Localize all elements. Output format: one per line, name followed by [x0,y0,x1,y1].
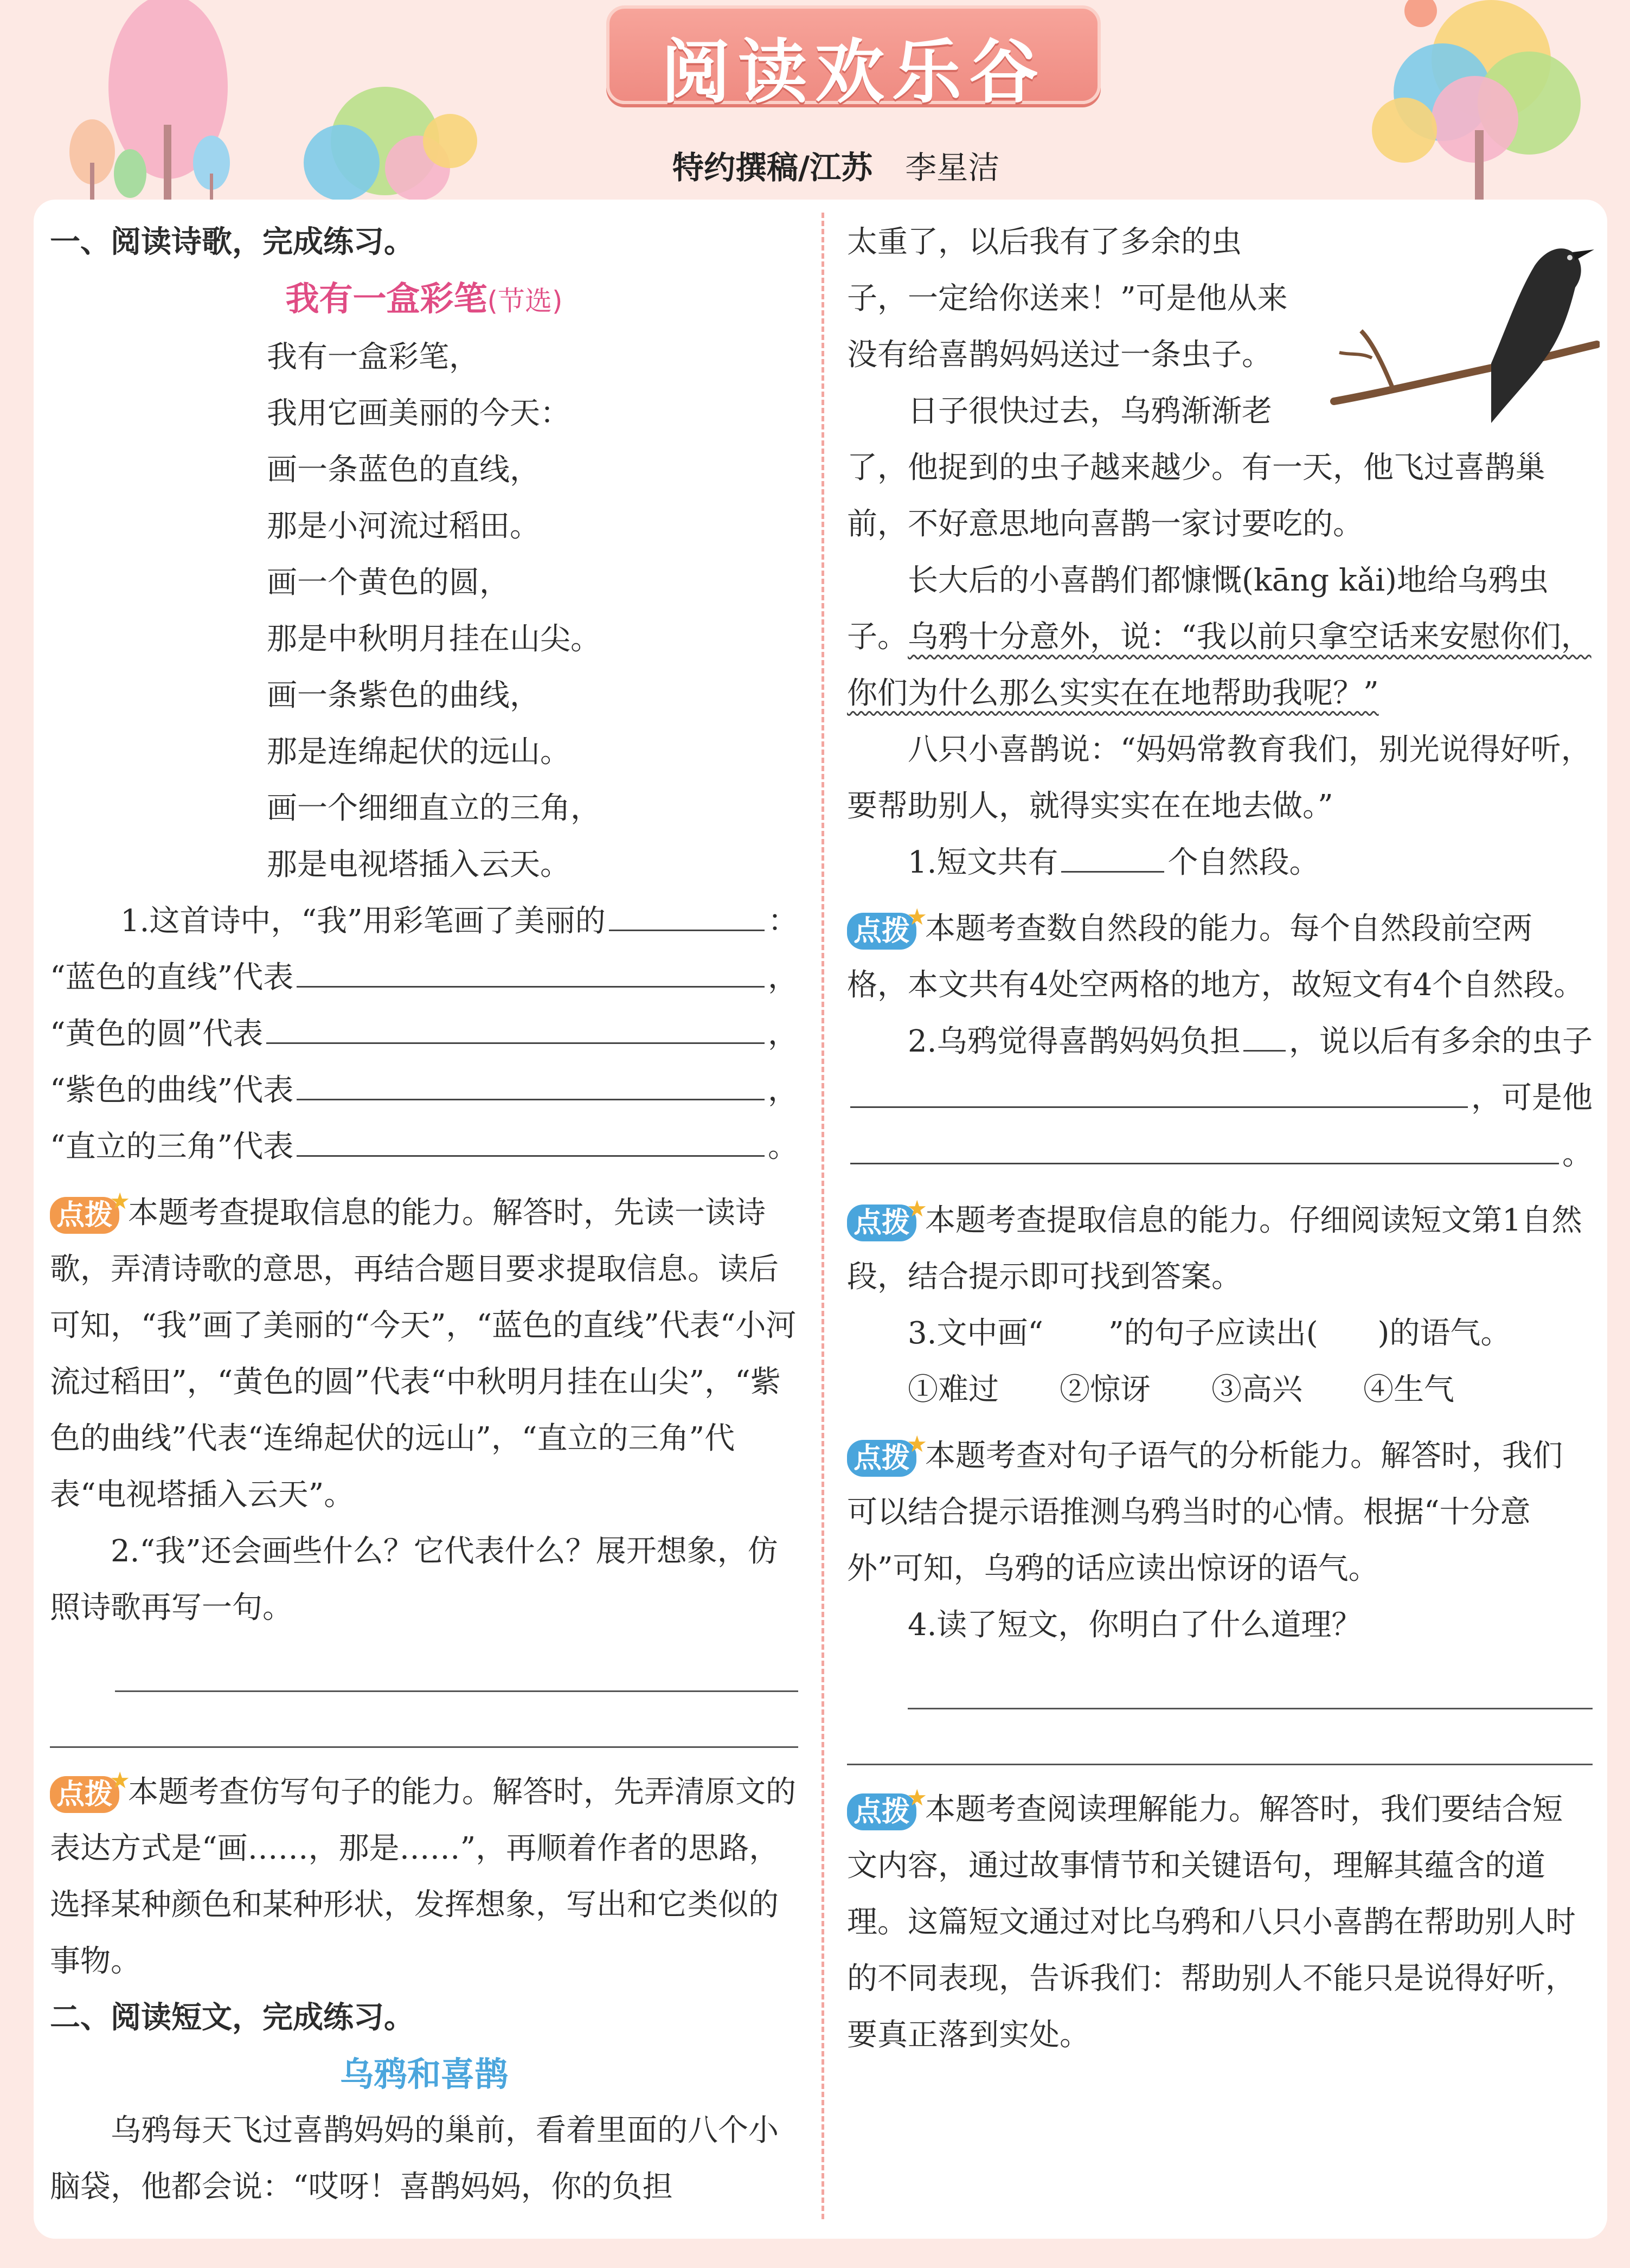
story-para2-start: 日子很快过去，乌鸦渐渐老 [908,394,1272,429]
poem-line: 那是小河流过稻田。 [267,509,540,544]
tip-text: 本题考查对句子语气的分析能力。解答时，我们可以结合提示语推测乌鸦当时的心情。根据“十分意外”可知，乌鸦的话应读出惊讶的语气。 [847,1438,1563,1586]
s2-q3-tip [847,1428,1593,1597]
answer-blank[interactable] [297,1066,765,1100]
poem-line: 画一个黄色的圆， [267,565,510,600]
row-label: “紫色的曲线”代表 [50,1073,294,1108]
answer-blank[interactable] [1061,838,1164,873]
star-icon: ★ [907,903,928,930]
option[interactable]: ①难过 [908,1372,999,1407]
answer-blank[interactable] [297,953,765,988]
answer-blank[interactable] [1243,1017,1286,1052]
poem-line: 画一条蓝色的直线， [267,452,540,488]
q-post: )的语气。 [1377,1316,1511,1351]
answer-line[interactable] [847,1731,1593,1765]
star-icon: ★ [907,1784,928,1811]
right-column [847,214,1593,2064]
poem-line: 那是中秋明月挂在山尖。 [267,622,601,657]
tip-badge [847,1784,928,1830]
poem-title-text: 我有一盒彩笔 [285,279,487,318]
poem-line: 我有一盒彩笔， [267,339,479,375]
tip-text: 本题考查仿写句子的能力。解答时，先弄清原文的表达方式是“画……，那是……”，再顺着作者的思路，选择某种颜色和某种形状，发挥想象，写出和它类似的事物。 [50,1774,797,1979]
q-pre: 3.文中画“ [908,1316,1044,1351]
answer-blank[interactable] [850,1130,1559,1164]
s2-q2-row3 [847,1126,1593,1183]
s1-q1-row [50,1119,798,1175]
column-divider [822,213,824,2219]
tip-text: 本题考查提取信息的能力。解答时，先读一读诗歌，弄清诗歌的意思，再结合题目要求提取信息。读后可知，“我”画了美丽的“今天”，“蓝色的直线”代表“小河流过稻田”，“黄色的圆”代表“中秋明月挂在山尖”，“紫色的曲线”代表“连绵起伏的远山”，“直立的三角”代表“电视塔插入云天”。 [50,1195,797,1513]
tip-badge [847,1430,928,1477]
q-post: 个自然段。 [1167,845,1320,880]
poem-line: 画一条紫色的曲线， [267,678,540,713]
option[interactable]: ④生气 [1363,1372,1454,1407]
row-end: ， [768,1073,798,1108]
tip-badge-label: 点拨 [853,1795,910,1828]
tip-badge-label: 点拨 [56,1199,113,1232]
q-end: 。 [1562,1137,1593,1172]
star-icon: ★ [110,1766,131,1793]
story-para4: 八只小喜鹊说：“妈妈常教育我们，别光说得好听，要帮助别人，就得实实在在地去做。” [847,732,1592,824]
left-column [50,214,798,2215]
story-para2: 了，他捉到的虫子越来越少。有一天，他飞过喜鹊巢前，不好意思地向喜鹊一家讨要吃的。 [847,450,1545,542]
tip-text: 本题考查阅读理解能力。解答时，我们要结合短文内容，通过故事情节和关键语句，理解其蕴含的道理。这篇短文通过对比乌鸦和八只小喜鹊在帮助别人时的不同表现，告诉我们：帮助别人不能只是说得好听，要真正落到实处。 [847,1792,1576,2053]
poem-line: 那是连绵起伏的远山。 [267,734,570,770]
tip-badge-label: 点拨 [853,1441,910,1475]
tip-text: 本题考查提取信息的能力。仔细阅读短文第1自然段，结合提示即可找到答案。 [847,1203,1582,1295]
story-title: 乌鸦和喜鹊 [339,2054,508,2094]
story-para1-cont: 没有给喜鹊妈妈送过一条虫子。 [847,337,1272,373]
tip-badge-label: 点拨 [853,1206,910,1239]
s2-q2-row2 [847,1070,1593,1126]
option[interactable]: ③高兴 [1211,1372,1302,1407]
s2-q3-options [847,1362,1593,1418]
answer-line[interactable] [115,1658,798,1692]
poem-line: 那是电视塔插入云天。 [267,847,570,882]
poem-title [50,271,798,329]
wavy-underlined-sentence: 乌鸦十分意外，说：“我以前只拿空话来安慰你们，你们为什么那么实实在在地帮助我呢？” [847,619,1592,711]
star-icon: ★ [907,1195,928,1222]
answer-line[interactable] [50,1714,798,1748]
poem-line: 我用它画美丽的今天： [267,396,570,431]
tip-badge [847,1195,928,1241]
q-mid: ，说以后有多余的虫子 [1289,1024,1593,1059]
s1-q1-row [50,1062,798,1119]
row-label: “黄色的圆”代表 [50,1016,264,1052]
s1-q1-stem [50,893,798,950]
answer-blank[interactable] [266,1010,765,1044]
tip-badge [847,903,928,950]
story-para1-cont: 太重了，以后我有了多余的虫 [847,225,1242,260]
tip-text: 本题考查数自然段的能力。每个自然段前空两格，本文共有4处空两格的地方，故短文有4个自然段。 [847,911,1584,1003]
s2-q4-tip [847,1782,1593,2064]
answer-line[interactable] [908,1675,1593,1709]
story-para1-cont: 子，一定给你送来！”可是他从来 [847,281,1288,316]
q-pre: 2.乌鸦觉得喜鹊妈妈负担 [908,1024,1241,1059]
answer-blank[interactable] [609,897,765,931]
s1-q1-row [50,950,798,1006]
tree-illustration-left [60,0,526,201]
page-header [0,0,1630,201]
tip-badge-label: 点拨 [853,914,910,947]
q-mid: ”的句子应读出( [1108,1316,1318,1351]
poem-body [50,329,798,893]
byline-source: 特约撰稿/江苏 [672,149,873,186]
para3-text: 长大后的小喜鹊们都慷慨(kāng kǎi)地给乌鸦虫子。 [847,563,1549,655]
s2-q1-tip [847,901,1593,1014]
s2-q2-stem [847,1014,1593,1070]
answer-blank[interactable] [850,1074,1468,1108]
row-label: “蓝色的直线”代表 [50,960,294,995]
story-para1: 乌鸦每天飞过喜鹊妈妈的巢前，看着里面的八个小脑袋，他都会说：“哎呀！喜鹊妈妈，你的负担 [50,2113,779,2205]
s2-q3-stem [847,1305,1593,1362]
tree-illustration-right [1312,0,1630,201]
s2-q2-tip [847,1193,1593,1305]
row-end: ， [768,960,798,995]
row-label: “直立的三角”代表 [50,1129,294,1164]
page-title: 阅读欢乐谷 [660,32,1046,113]
answer-blank[interactable] [297,1123,765,1157]
byline-author: 李星洁 [905,149,1000,186]
s1-q2-stem: 2.“我”还会画些什么？它代表什么？展开想象，仿照诗歌再写一句。 [50,1534,778,1625]
poem-title-note: (节选) [487,285,563,317]
story-para3 [847,553,1593,722]
byline [672,142,999,188]
q-pre: 1.短文共有 [908,845,1058,880]
option[interactable]: ②惊讶 [1060,1372,1151,1407]
poem-line: 画一个细细直立的三角， [267,791,601,826]
row-end: 。 [768,1129,798,1164]
row-end: ， [768,1016,798,1052]
tip-badge [50,1187,131,1234]
section2-heading: 二、阅读短文，完成练习。 [50,2000,414,2035]
star-icon: ★ [110,1187,131,1214]
s1-q1-end: ： [768,904,798,939]
s1-q1-text: 1.这首诗中，“我”用彩笔画了美丽的 [120,904,606,939]
star-icon: ★ [907,1430,928,1457]
s2-q4-stem: 4.读了短文，你明白了什么道理？ [908,1607,1362,1643]
wavy-sample [1043,1305,1108,1362]
s1-q1-tip [50,1185,798,1523]
section1-heading: 一、阅读诗歌，完成练习。 [50,225,414,260]
s1-q2-tip [50,1764,798,1990]
title-banner [606,5,1101,113]
s2-q1-stem [847,835,1593,891]
s1-q1-row [50,1006,798,1062]
q-mid2: ，可是他 [1471,1080,1593,1116]
tip-badge-label: 点拨 [56,1778,113,1811]
tip-badge [50,1766,131,1813]
